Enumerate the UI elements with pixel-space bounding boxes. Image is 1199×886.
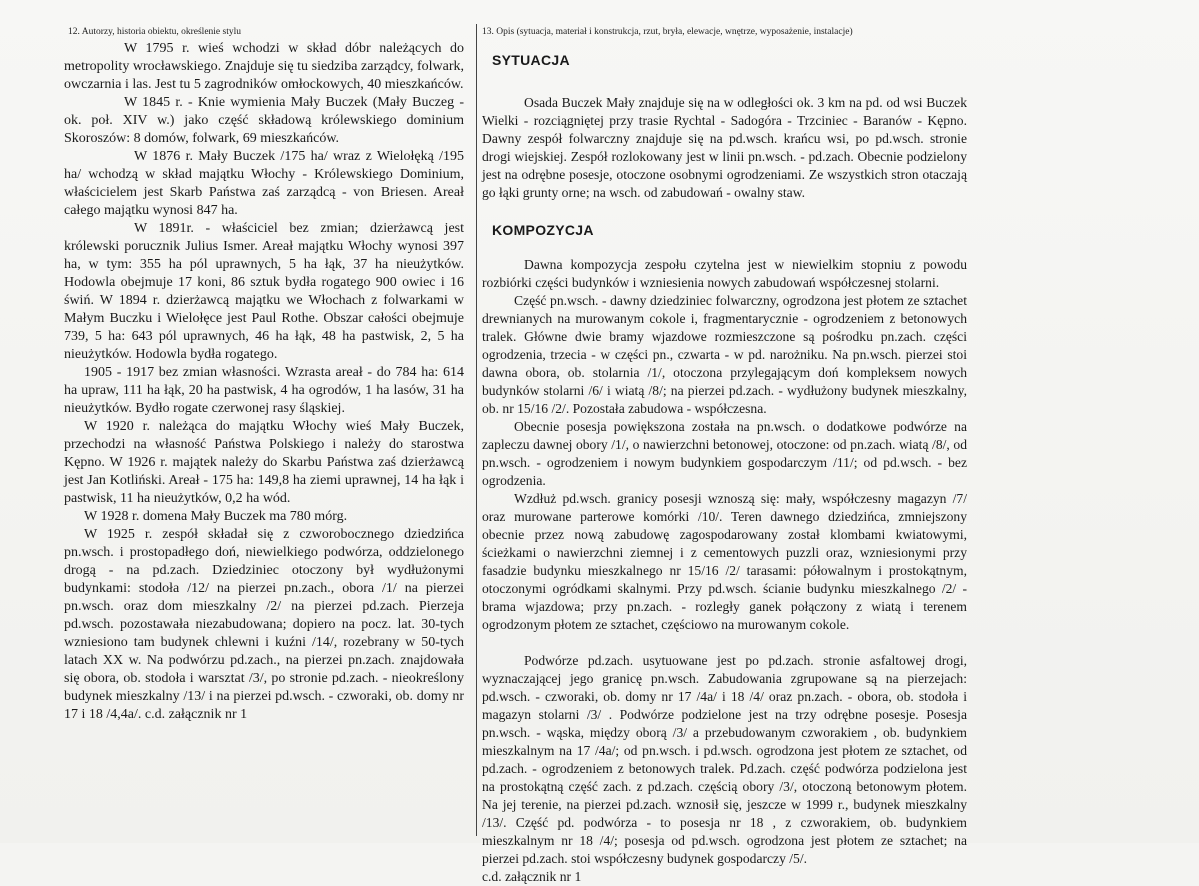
composition-paragraph: Część pn.wsch. - dawny dziedziniec folwarczny, ogrodzona jest płotem ze sztachet drewnianych na murowanym cokole i, fragmentarycznie - ogrodzeniem z betonowych tralek. Główne dwie bramy wjazdowe rozmieszczone są pośrodku pn.zach. części ogrodzenia, trzecia - w części pn., czwarta - w pd. narożniku. Na pn.wsch. pierzei stoi dawna obora, ob. stolarnia /1/, otoczona przylegającym doń kompleksem nowych budynków stolarni /6/ i wiatą /8/; na pierzei pd.zach. - wydłużony budynek mieszkalny, ob. nr 15/16 /2/. Pozostała zabudowa - współczesna. <box>482 293 967 416</box>
composition-paragraph: Obecnie posesja powiększona została na pn.wsch. o dodatkowe podwórze na zapleczu dawnej obory /1/, o nawierzchni betonowej, otoczone: od pn.zach. wiatą /8/, od pn.wsch. - ogrodzeniem i nowym budynkiem gospodarczym /11/; od pd.wsch. - bez ogrodzenia. <box>482 419 967 488</box>
section-title-kompozycja: KOMPOZYCJA <box>492 222 594 238</box>
history-paragraph: W 1795 r. wieś wchodzi w skład dóbr należących do metropolity wrocławskiego. Znajduje się tu siedziba zarządcy, folwark, owczarnia i las. Jest tu 5 zagrodników omłockowych, 40 mieszkańców. <box>64 41 464 92</box>
courtyard-paragraph: Podwórze pd.zach. usytuowane jest po pd.zach. stronie asfaltowej drogi, wyznaczającej jego granicę pn.wsch. Zabudowania zgrupowane są na pierzejach: pd.wsch. - czworaki, ob. domy nr 17 /4a/ i 18 /4/ oraz pn.zach. - obora, ob. stodoła i magazyn stolarni /3/ . Podwórze podzielone jest na trzy odrębne posesje. Posesja pn.wsch. - wąska, między oborą /3/ a przebudowanym czworakiem , ob. budynkiem mieszkalnym na 17 /4a/; od pn.wsch. i pd.wsch. ogrodzona jest płotem ze sztachet, od pd.zach. - ogrodzeniem z betonowych tralek. Pd.zach. część podwórza podzielona jest na prostokątną część zach. z pd.zach. częścią obory /3/, otoczoną betonowym płotem. Na jej terenie, na pierzei pd.zach. wznosił się, jeszcze w 1999 r., budynek mieszkalny /13/. Część pd. podwórza - to posesja nr 18 , z czworakiem, ob. budynkiem mieszkalnym nr 18 /4/; posesja od pd.wsch. ogrodzona jest płotem ze sztachet; na pierzei pd.zach. stoi współczesny budynek gospodarczy /5/. <box>482 653 967 866</box>
history-paragraph: W 1876 r. Mały Buczek /175 ha/ wraz z Wielołęką /195 ha/ wchodzą w skład majątku Włochy - Królewskiego Dominium, właścicielem jest Skarb Państwa zaś zarządcą - von Briesen. Areał całego majątku wynosi 847 ha. <box>64 149 464 218</box>
history-paragraph: W 1920 r. należąca do majątku Włochy wieś Mały Buczek, przechodzi na własność Państwa Polskiego i należy do starostwa Kępno. W 1926 r. majątek należy do Skarbu Państwa zaś dzierżawcą jest Jan Kotliński. Areał - 175 ha: 149,8 ha ziemi uprawnej, 14 ha łąk i pastwisk, 11 ha nieużytków, 0,2 ha wód. <box>64 419 464 506</box>
history-paragraph: W 1925 r. zespół składał się z czworobocznego dziedzińca pn.wsch. i prostopadłego doń, niewielkiego podwórza, oddzielonego drogą - na pd.zach. Dziedziniec otoczony był wydłużonymi budynkami: stodoła /12/ na pierzei pn.zach., obora /1/ na pierzei pn.wsch. oraz dom mieszkalny /2/ na pierzei pd.zach. Pierzeja pd.wsch. pozostawała niezabudowana; dopiero na pocz. lat. 30-tych wzniesiono tam budynek chlewni i kuźni /14/, rozebrany w 50-tych latach XX w. Na podwórzu pd.zach., na pierzei pn.zach. znajdowała się obora, ob. stodoła i warsztat /3/, po stronie pd.zach. - nieokreślony budynek mieszkalny /13/ i na pierzei pd.wsch. - czworaki, ob. domy nr 17 i 18 /4,4a/. c.d. załącznik nr 1 <box>64 527 464 722</box>
history-paragraph: W 1891r. - właściciel bez zmian; dzierżawcą jest królewski porucznik Julius Ismer. Areał majątku Włochy wynosi 397 ha, w tym: 355 ha pól uprawnych, 5 ha łąk, 37 ha nieużytków. Hodowla obejmuje 17 koni, 86 sztuk bydła rogatego 900 owiec i 16 świń. W 1894 r. dzierżawcą majątku we Włochach z folwarkami w Małym Buczku i Wielołęce jest Paul Rothe. Obszar całości obejmuje 739, 5 ha: 643 pól uprawnych, 46 ha łąk, 48 ha pastwisk, 2, 5 ha nieużytków. Hodowla bydła rogatego. <box>64 221 464 362</box>
history-paragraph: W 1845 r. - Knie wymienia Mały Buczek (Mały Buczeg - ok. poł. XIV w.) jako część składową królewskiego dominium Skoroszów: 8 domów, folwark, 69 mieszkańców. <box>64 95 464 146</box>
section-title-sytuacja: SYTUACJA <box>492 52 570 68</box>
situation-paragraph: Osada Buczek Mały znajduje się na w odległości ok. 3 km na pd. od wsi Buczek Wielki - rozciągniętej przy trasie Rychtal - Sadogóra - Trzciniec - Baranów - Kępno. Dawny zespół folwarczny znajduje się na pd.wsch. krańcu wsi, po pd.wsch. stronie drogi wiejskiej. Zespół rozlokowany jest w linii pn.wsch. - pd.zach. Obecnie podzielony jest na odrębne posesje, otoczone osobnymi ogrodzeniami. Ze wszystkich stron otaczają go łąki grunty orne; na wsch. od zabudowań - owalny staw. <box>482 95 967 200</box>
left-column <box>64 26 464 724</box>
composition-paragraph: Wzdłuż pd.wsch. granicy posesji wznoszą się: mały, współczesny magazyn /7/ oraz murowane parterowe komórki /10/. Teren dawnego dziedzińca, zmniejszony obecnie przez nową zabudowę zagospodarowany został klombami kwiatowymi, ścieżkami o nawierzchni ziemnej i z cementowych puzzli oraz, wzniesionymi przy fasadzie budynku mieszkalnego nr 15/16 /2/ tarasami: półowalnym i prostokątnym, otoczonymi ogródkami skalnymi. Przy pd.wsch. ścianie budynku mieszkalnego /2/ - brama wjazdowa; przy pn.zach. - rozległy ganek połączony z wiatą i terenem ogrodzonym płotem ze sztachet, częściowo na murowanym cokole. <box>482 491 967 632</box>
composition-paragraph: Dawna kompozycja zespołu czytelna jest w niewielkim stopniu z powodu rozbiórki części budynków i wzniesienia nowych zabudowań współczesnej stolarni. <box>482 257 967 290</box>
history-paragraph: 1905 - 1917 bez zmian własności. Wzrasta areał - do 784 ha: 614 ha upraw, 111 ha łąk, 20 ha pastwisk, 4 ha ogrodów, 1 ha lasów, 31 ha nieużytków. Bydło rogate czerwonej rasy śląskiej. <box>64 365 464 416</box>
left-section-header: 12. Autorzy, historia obiektu, określenie stylu <box>68 27 241 37</box>
history-paragraph: W 1928 r. domena Mały Buczek ma 780 mórg. <box>84 509 348 524</box>
column-divider <box>476 24 477 836</box>
continuation-note: c.d. załącznik nr 1 <box>482 869 582 884</box>
right-column <box>482 26 967 886</box>
right-section-header: 13. Opis (sytuacja, materiał i konstrukcja, rzut, bryła, elewacje, wnętrze, wyposażenie, instalacje) <box>482 27 853 37</box>
